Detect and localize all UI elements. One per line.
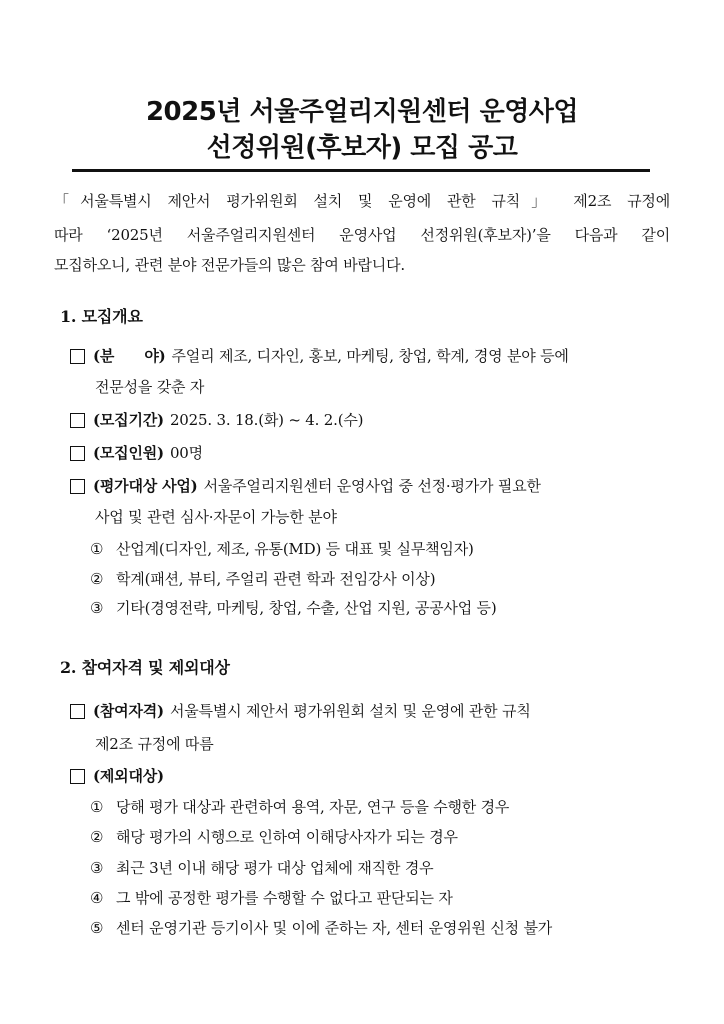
section1-target-item [70,476,541,496]
section1-period-item [70,410,363,430]
intro-line-3: 모집하오니, 관련 분야 전문가들의 많은 참여 바랍니다. [54,256,405,274]
checkbox-icon [70,479,85,494]
section1-subitem [90,539,474,559]
section1-count-item [70,443,203,463]
subitem-text: 그 밖에 공정한 평가를 수행할 수 없다고 판단되는 자 [116,889,453,907]
section2-subitem [90,888,453,908]
target-label: (평가대상 사업) [93,477,198,495]
subitem-text: 산업계(디자인, 제조, 유통(MD) 등 대표 및 실무책임자) [116,540,474,558]
target-continuation: 사업 및 관련 심사·자문이 가능한 분야 [95,508,337,526]
subitem-text: 최근 3년 이내 해당 평가 대상 업체에 재직한 경우 [116,859,434,877]
subitem-number: ② [90,570,104,588]
section1-subitem [90,569,435,589]
subitem-number: ⑤ [90,919,104,937]
subitem-number: ③ [90,859,104,877]
subitem-number: ③ [90,599,104,617]
section1-field-item [70,346,569,366]
field-text: 주얼리 제조, 디자인, 홍보, 마케팅, 창업, 학계, 경영 분야 등에 [171,347,569,365]
subitem-number: ① [90,798,104,816]
checkbox-icon [70,349,85,364]
section2-heading: 2. 참여자격 및 제외대상 [60,658,230,677]
checkbox-icon [70,446,85,461]
checkbox-icon [70,704,85,719]
target-text: 서울주얼리지원센터 운영사업 중 선정·평가가 필요한 [203,477,541,495]
title-divider [72,169,650,172]
section2-subitem [90,827,458,847]
field-continuation: 전문성을 갖춘 자 [95,378,205,396]
count-text: 00명 [169,444,203,462]
subitem-text: 해당 평가의 시행으로 인하여 이해당사자가 되는 경우 [116,828,458,846]
count-label: (모집인원) [93,444,164,462]
section1-heading: 1. 모집개요 [60,307,143,326]
checkbox-icon [70,769,85,784]
subitem-number: ④ [90,889,104,907]
section2-subitem [90,858,433,878]
section2-qualification-item [70,701,531,721]
section2-exclusion-item [70,766,170,786]
period-label: (모집기간) [93,411,164,429]
section1-subitem [90,598,497,618]
page-title-line1: 2025년 서울주얼리지원센터 운영사업 [145,97,579,127]
qualification-text: 서울특별시 제안서 평가위원회 설치 및 운영에 관한 규칙 [169,702,531,720]
period-text: 2025. 3. 18.(화) ~ 4. 2.(수) [169,411,364,429]
section2-subitem [90,918,552,938]
subitem-text: 기타(경영전략, 마케팅, 창업, 수출, 산업 지원, 공공사업 등) [116,599,497,617]
qualification-label: (참여자격) [93,702,164,720]
subitem-text: 학계(패션, 뷰티, 주얼리 관련 학과 전임강사 이상) [116,570,436,588]
exclusion-label: (제외대상) [93,767,164,785]
section2-subitem [90,797,509,817]
field-label: (분 야) [93,347,166,365]
intro-line-1: 「서울특별시 제안서 평가위원회 설치 및 운영에 관한 규칙」 제2조 규정에 [54,192,670,210]
subitem-text: 센터 운영기관 등기이사 및 이에 준하는 자, 센터 운영위원 신청 불가 [116,919,553,937]
subitem-text: 당해 평가 대상과 관련하여 용역, 자문, 연구 등을 수행한 경우 [116,798,510,816]
subitem-number: ① [90,540,104,558]
intro-line-2: 따라 ‘2025년 서울주얼리지원센터 운영사업 선정위원(후보자)’을 다음과 같이 [54,226,670,244]
subitem-number: ② [90,828,104,846]
checkbox-icon [70,413,85,428]
page-title-line2: 선정위원(후보자) 모집 공고 [206,133,518,163]
qualification-continuation: 제2조 규정에 따름 [95,735,214,753]
